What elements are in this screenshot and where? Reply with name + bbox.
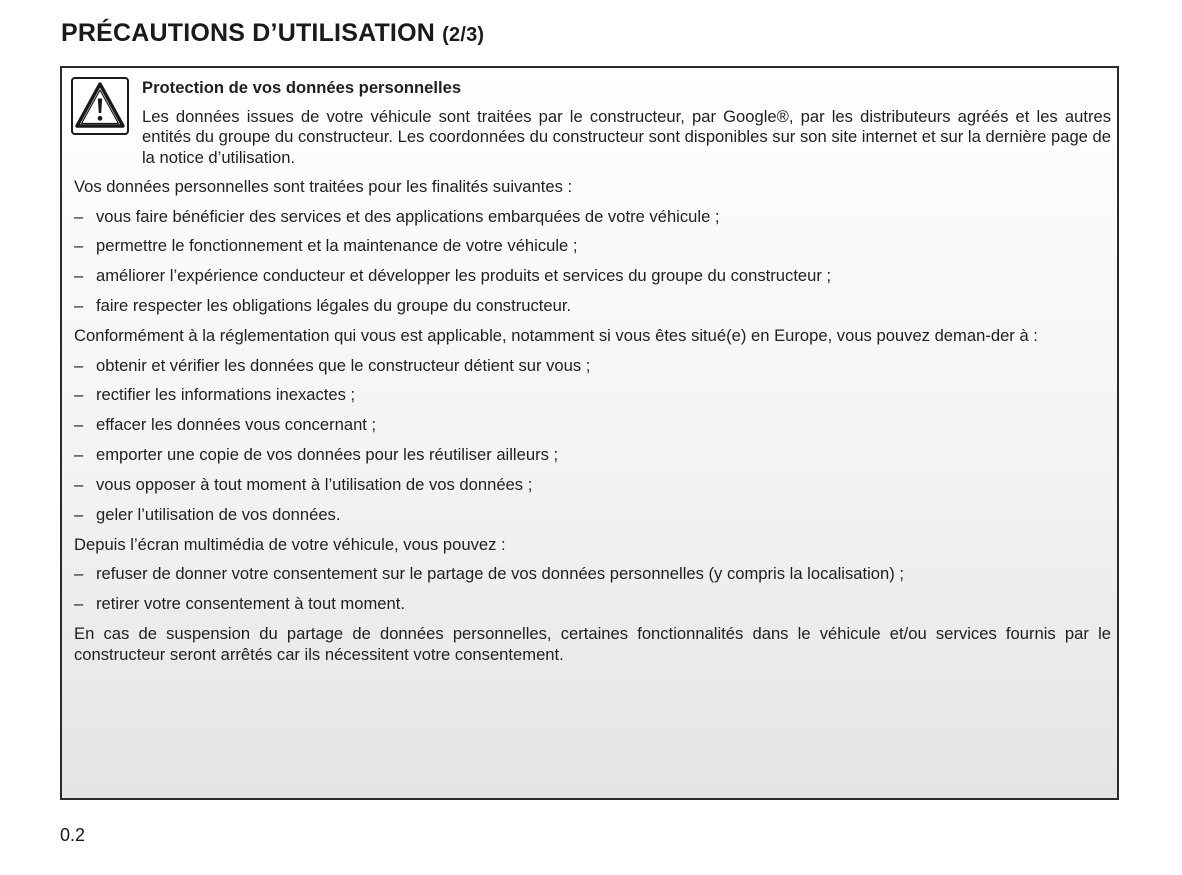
list-item: [74, 207, 1111, 228]
screen-options-list: [74, 564, 1111, 614]
list-dash: –: [74, 475, 84, 495]
list-dash: –: [74, 296, 84, 316]
list-item: [74, 385, 1111, 406]
list-item-text: faire respecter les obligations légales du groupe du constructeur.: [96, 296, 572, 316]
rights-list: [74, 356, 1111, 526]
list-item: [74, 445, 1111, 466]
list-dash: –: [74, 236, 84, 256]
list-item-text: vous opposer à tout moment à l’utilisation de vos données ;: [96, 475, 533, 495]
list-item: [74, 505, 1111, 526]
list-item-text: vous faire bénéficier des services et des applications embarquées de votre véhicule ;: [96, 206, 720, 226]
list-item: [74, 266, 1111, 287]
list-dash: –: [74, 505, 84, 525]
list-dash: –: [74, 415, 84, 435]
list-item-text: permettre le fonctionnement et la maintenance de votre véhicule ;: [96, 236, 578, 256]
list-item: [74, 356, 1111, 377]
purposes-intro: Vos données personnelles sont traitées pour les finalités suivantes :: [74, 177, 573, 196]
list-dash: –: [74, 266, 84, 286]
purposes-list: [74, 207, 1111, 317]
list-item: [74, 296, 1111, 317]
list-item-text: refuser de donner votre consentement sur le partage de vos données personnelles (y compris la localisation) ;: [96, 564, 905, 584]
rights-intro: Conformément à la réglementation qui vous est applicable, notamment si vous êtes situé(e) en Europe, vous pouvez deman-der à :: [74, 326, 1038, 346]
closing-paragraph: En cas de suspension du partage de données personnelles, certaines fonctionnalités dans le véhicule et/ou services fournis par le constructeur seront arrêtés car ils nécessitent votre consentement.: [74, 624, 1111, 664]
list-item: [74, 564, 1111, 585]
list-item-text: geler l’utilisation de vos données.: [96, 505, 341, 525]
list-dash: –: [74, 355, 84, 375]
list-item: [74, 236, 1111, 257]
list-item: [74, 475, 1111, 496]
page-number: 0.2: [60, 825, 86, 845]
section-heading: Protection de vos données personnelles: [142, 78, 462, 97]
list-dash: –: [74, 564, 84, 584]
list-item-text: améliorer l’expérience conducteur et développer les produits et services du groupe du constructeur ;: [96, 266, 832, 286]
page-title-part: (2/3): [442, 24, 485, 46]
page-title: [61, 17, 484, 51]
list-item: [74, 594, 1111, 615]
list-dash: –: [74, 445, 84, 465]
list-item-text: retirer votre consentement à tout moment.: [96, 594, 405, 614]
page-title-text: PRÉCAUTIONS D’UTILISATION: [61, 19, 435, 47]
list-item: [74, 415, 1111, 436]
intro-paragraph: Les données issues de votre véhicule sont traitées par le constructeur, par Google®, par les distributeurs agréés et les autres entités du groupe du constructeur. Les coordonnées du constructeur sont disponibles sur son site internet et sur la dernière page de la notice d’utilisation.: [142, 106, 1111, 167]
list-item-text: obtenir et vérifier les données que le constructeur détient sur vous ;: [96, 355, 591, 375]
warning-box: [60, 66, 1119, 800]
list-item-text: rectifier les informations inexactes ;: [96, 385, 356, 405]
warning-content: [74, 68, 1111, 674]
list-dash: –: [74, 594, 84, 614]
list-item-text: emporter une copie de vos données pour les réutiliser ailleurs ;: [96, 445, 559, 465]
list-dash: –: [74, 385, 84, 405]
intro-section: [142, 68, 1111, 168]
screen-intro: Depuis l’écran multimédia de votre véhicule, vous pouvez :: [74, 534, 506, 554]
list-item-text: effacer les données vous concernant ;: [96, 415, 377, 435]
list-dash: –: [74, 206, 84, 226]
